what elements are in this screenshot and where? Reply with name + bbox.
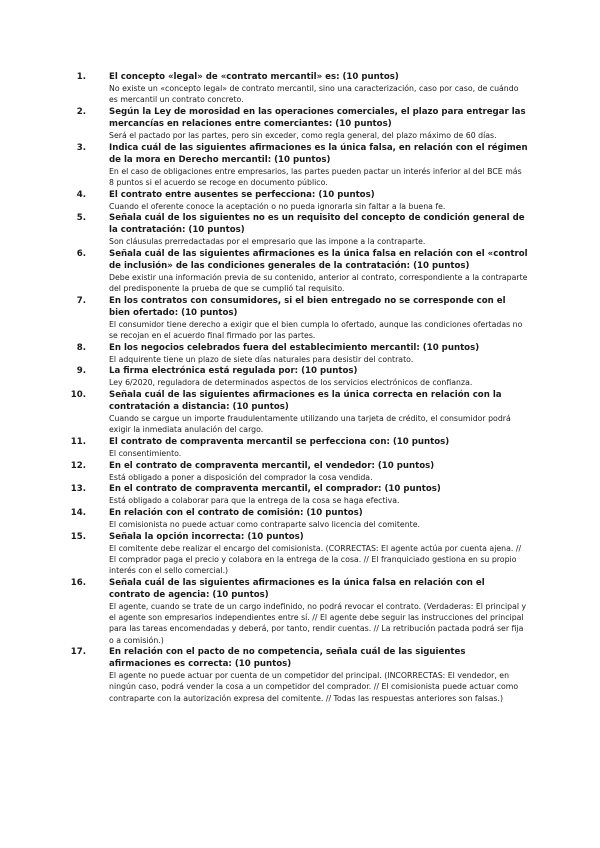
question-text: Señala cuál de las siguientes afirmaciones es la única falsa en relación con el «control de inclusión» de las condiciones generales de la contratación: (10 puntos) <box>109 248 528 271</box>
question-text: El contrato entre ausentes se perfecciona: (10 puntos) <box>109 189 375 200</box>
question-item <box>76 212 528 247</box>
question-item <box>76 365 528 388</box>
answer-text: Está obligado a colaborar para que la entrega de la cosa se haga efectiva. <box>109 496 400 506</box>
question-number: 10. <box>70 390 86 401</box>
question-text: Señala cuál de las siguientes afirmaciones es la única falsa en relación con el contrato de agencia: (10 puntos) <box>109 577 485 600</box>
question-text: En relación con el pacto de no competencia, señala cuál de las siguientes afirmaciones es correcta: (10 puntos) <box>109 647 466 670</box>
question-list <box>70 71 528 704</box>
question-text: Señala cuál de los siguientes no es un requisito del concepto de condición general de la contratación: (10 puntos) <box>109 213 525 236</box>
question-item <box>70 646 528 704</box>
question-number: 11. <box>70 437 86 448</box>
question-text: En relación con el contrato de comisión: (10 puntos) <box>109 508 363 519</box>
question-text: El contrato de compraventa mercantil se perfecciona con: (10 puntos) <box>109 437 450 448</box>
answer-text: El comisionista no puede actuar como contraparte salvo licencia del comitente. <box>109 520 420 530</box>
question-item <box>70 483 528 506</box>
question-number: 1. <box>76 72 86 82</box>
question-number: 3. <box>76 142 86 153</box>
answer-text: Será el pactado por las partes, pero sin exceder, como regla general, del plazo máximo de 60 días. <box>109 130 497 140</box>
question-number: 2. <box>76 106 86 117</box>
answer-text: El comitente debe realizar el encargo del comisionista. (CORRECTAS: El agente actúa por cuenta ajena. // El comprador paga el precio y colabora en la entrega de la cosa. // El franquiciado gestiona en su propio interés con el sello comercial.) <box>109 543 522 576</box>
answer-text: En el caso de obligaciones entre empresarios, las partes pueden pactar un interés inferior al del BCE más 8 puntos si el acuerdo se recoge en documento público. <box>109 166 522 187</box>
answer-text: El agente, cuando se trate de un cargo indefinido, no podrá revocar el contrato. (Verdaderas: El principal y el agente son empresarios independientes entre sí. // El agente debe seguir las instrucciones del principal para las tareas encomendadas y deberá, por tanto, rendir cuentas. // La retribución pactada podrá ser fija o a comisión.) <box>109 601 527 645</box>
answer-text: El agente no puede actuar por cuenta de un competidor del principal. (INCORRECTAS: El vendedor, en ningún caso, podrá vender la cosa a un competidor del comprador. // El comisionista puede actuar como contraparte con la autorización expresa del comitente. // Todas las respuestas anteriores son falsas.) <box>109 671 519 703</box>
question-item <box>76 342 528 365</box>
question-number: 12. <box>70 460 86 471</box>
answer-text: El consumidor tiene derecho a exigir que el bien cumpla lo ofertado, aunque las condiciones ofertadas no se recojan en el acuerdo final firmado por las partes. <box>109 319 523 341</box>
question-item <box>76 295 528 341</box>
question-item <box>70 389 528 435</box>
question-item <box>70 460 528 483</box>
answer-text: Ley 6/2020, reguladora de determinados aspectos de los servicios electrónicos de confianza. <box>109 378 473 388</box>
answer-text: El consentimiento. <box>109 449 182 459</box>
question-text: Señala la opción incorrecta: (10 puntos) <box>109 531 304 542</box>
question-number: 5. <box>76 213 86 224</box>
question-item <box>76 71 528 105</box>
question-text: En los contratos con consumidores, si el bien entregado no se corresponde con el bien ofertado: (10 puntos) <box>109 295 506 318</box>
question-number: 8. <box>76 342 86 353</box>
answer-text: Cuando se cargue un importe fraudulentamente utilizando una tarjeta de crédito, el consumidor podrá exigir la inmediata anulación del cargo. <box>109 414 511 435</box>
question-number: 14. <box>70 508 86 519</box>
question-item <box>70 577 528 646</box>
question-number: 9. <box>76 366 86 377</box>
question-number: 15. <box>70 531 86 542</box>
question-number: 7. <box>76 295 86 306</box>
question-number: 6. <box>76 248 86 259</box>
question-item <box>76 106 528 141</box>
answer-text: Son cláusulas prerredactadas por el empresario que las impone a la contraparte. <box>109 237 426 247</box>
question-item <box>76 142 528 188</box>
question-item <box>70 436 528 459</box>
question-text: La firma electrónica está regulada por: (10 puntos) <box>109 366 358 377</box>
question-text: En los negocios celebrados fuera del establecimiento mercantil: (10 puntos) <box>109 342 480 353</box>
answer-text: No existe un «concepto legal» de contrato mercantil, sino una caracterización, caso por caso, de cuándo es mercantil un contrato concreto. <box>109 84 519 105</box>
question-text: En el contrato de compraventa mercantil, el vendedor: (10 puntos) <box>109 460 435 471</box>
question-text: En el contrato de compraventa mercantil, el comprador: (10 puntos) <box>109 484 441 495</box>
question-number: 13. <box>70 484 86 495</box>
answer-text: Debe existir una información previa de su contenido, anterior al contrato, correspondiente a la contraparte del predisponente la prueba de que se cumplió tal requisito. <box>109 272 528 294</box>
answer-text: Cuando el oferente conoce la aceptación o no pueda ignorarla sin faltar a la buena fe. <box>109 201 446 211</box>
question-number: 4. <box>76 189 86 200</box>
question-item <box>76 248 528 294</box>
answer-text: El adquirente tiene un plazo de siete días naturales para desistir del contrato. <box>109 354 414 364</box>
question-text: Indica cuál de las siguientes afirmaciones es la única falsa, en relación con el régimen de la mora en Derecho mercantil: (10 puntos) <box>109 142 528 165</box>
answer-text: Está obligado a poner a disposición del comprador la cosa vendida. <box>109 472 373 482</box>
question-item <box>70 531 528 577</box>
question-text: El concepto «legal» de «contrato mercantil» es: (10 puntos) <box>109 72 399 82</box>
question-text: Según la Ley de morosidad en las operaciones comerciales, el plazo para entregar las mercancías en relaciones entre comerciantes: (10 puntos) <box>109 106 526 129</box>
question-item <box>70 507 528 530</box>
question-number: 17. <box>70 647 86 658</box>
question-text: Señala cuál de las siguientes afirmaciones es la única correcta en relación con la contratación a distancia: (10 puntos) <box>109 390 502 413</box>
question-item <box>76 189 528 212</box>
question-number: 16. <box>70 577 86 588</box>
